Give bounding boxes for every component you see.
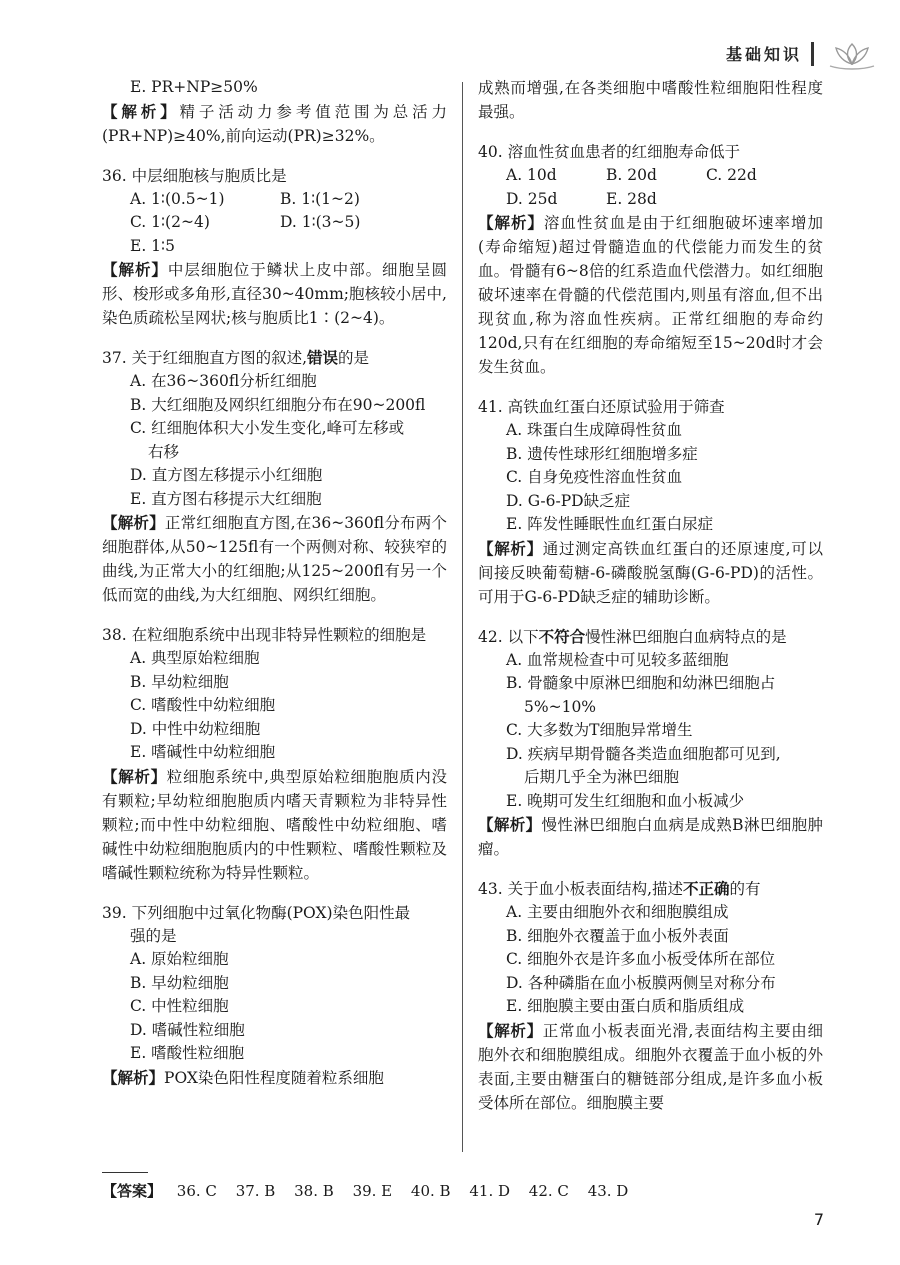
q42-title-post: 慢性淋巴细胞白血病特点的是 [585, 627, 787, 646]
q37-option-a: A. 在36~360fl分析红细胞 [130, 372, 317, 390]
answer-key-label: 【答案】 [102, 1182, 163, 1200]
q37-option-d: D. 直方图左移提示小红细胞 [130, 466, 323, 484]
explanation-tag: 【解析】 [478, 539, 543, 558]
question-42 [478, 626, 823, 862]
answer-key [102, 1180, 642, 1202]
q37-option-c-cont: 右移 [148, 442, 180, 461]
answer-rule [102, 1172, 148, 1173]
q36-option-c: C. 1∶(2~4) [130, 213, 210, 231]
q39-explanation-continued: 成熟而增强,在各类细胞中嗜酸性粒细胞阳性程度最强。 [478, 79, 823, 121]
q41-explanation [478, 537, 823, 609]
q40-option-d: D. 25d [506, 189, 558, 208]
q42-title [478, 626, 823, 649]
right-column [478, 76, 823, 1115]
explanation-tag: 【解析】 [478, 214, 544, 232]
q39-option-b: B. 早幼粒细胞 [130, 973, 229, 992]
q37-title [102, 347, 447, 370]
q38-option-c: C. 嗜酸性中幼粒细胞 [130, 696, 276, 714]
q37-title-pre: 37. 关于红细胞直方图的叙述, [102, 349, 308, 367]
q37-explanation-text: 正常红细胞直方图,在36~360fl分布两个细胞群体,从50~125fl有一个两侧对称、较狭窄的曲线,为正常大小的红细胞;从125~200fl有另一个低而宽的曲线,为大红细胞、网织红细胞。 [102, 514, 447, 604]
q39-explanation [102, 1066, 447, 1090]
column-divider [462, 82, 463, 1152]
q36-option-d: D. 1∶(3~5) [280, 213, 361, 231]
answer-39: 39. E [352, 1182, 393, 1200]
question-36 [102, 165, 447, 331]
q39-option-d: D. 嗜碱性粒细胞 [130, 1020, 245, 1039]
q42-option-b-cont: 5%~10% [524, 697, 597, 716]
q41-option-a: A. 珠蛋白生成障碍性贫血 [506, 421, 683, 439]
q39-option-a: A. 原始粒细胞 [130, 950, 229, 968]
q40-option-e: E. 28d [606, 189, 657, 208]
q43-title-pre: 43. 关于血小板表面结构,描述 [478, 880, 684, 898]
left-column [102, 76, 447, 1090]
q35-option-e: E. PR+NP≥50% [130, 78, 258, 96]
q35-explanation-text: 精子活动力参考值范围为总活力(PR+NP)≥40%,前向运动(PR)≥32%。 [102, 102, 447, 145]
explanation-tag: 【解析】 [102, 261, 168, 279]
q39-explanation-text: POX染色阳性程度随着粒系细胞 [164, 1068, 384, 1087]
q37-title-emphasis: 错误 [307, 349, 339, 367]
q43-explanation-text: 正常血小板表面光滑,表面结构主要由细胞外衣和细胞膜组成。细胞外衣覆盖于血小板的外表面,主要由糖蛋白的糖链部分组成,是许多血小板受体所在部位。细胞膜主要 [478, 1021, 823, 1112]
q39-title-cont: 强的是 [130, 926, 177, 945]
q38-explanation [102, 765, 447, 885]
question-41 [478, 396, 823, 609]
q40-title: 40. 溶血性贫血患者的红细胞寿命低于 [478, 143, 741, 161]
q39-title: 39. 下列细胞中过氧化物酶(POX)染色阳性最 [102, 903, 411, 922]
q42-option-c: C. 大多数为T细胞异常增生 [506, 721, 693, 739]
q39-option-e: E. 嗜酸性粒细胞 [130, 1044, 245, 1062]
q42-title-pre: 42. 以下 [478, 627, 539, 646]
q38-option-e: E. 嗜碱性中幼粒细胞 [130, 743, 276, 761]
q42-option-a: A. 血常规检查中可见较多蓝细胞 [506, 650, 729, 669]
q43-title [478, 878, 823, 901]
q37-option-c: C. 红细胞体积大小发生变化,峰可左移或 [130, 419, 405, 437]
q40-explanation [478, 211, 823, 379]
question-37 [102, 347, 447, 607]
q38-title: 38. 在粒细胞系统中出现非特异性颗粒的细胞是 [102, 626, 427, 644]
q41-option-c: C. 自身免疫性溶血性贫血 [506, 468, 683, 486]
question-43 [478, 878, 823, 1115]
explanation-tag: 【解析】 [102, 767, 167, 786]
lotus-logo-icon [822, 40, 882, 72]
explanation-tag: 【解析】 [102, 514, 165, 532]
q36-explanation-text: 中层细胞位于鳞状上皮中部。细胞呈圆形、梭形或多角形,直径30~40mm;胞核较小居中,染色质疏松呈网状;核与胞质比1∶(2~4)。 [102, 261, 447, 327]
q43-option-e: E. 细胞膜主要由蛋白质和脂质组成 [506, 997, 745, 1015]
question-40 [478, 141, 823, 379]
q38-option-b: B. 早幼粒细胞 [130, 672, 229, 691]
answer-41: 41. D [469, 1182, 511, 1200]
q41-option-b: B. 遗传性球形红细胞增多症 [506, 444, 698, 463]
q36-option-a: A. 1∶(0.5~1) [130, 189, 225, 208]
q42-option-b: B. 骨髓象中原淋巴细胞和幼淋巴细胞占 [506, 674, 776, 692]
q42-option-d-cont: 后期几乎全为淋巴细胞 [524, 768, 680, 786]
q43-title-post: 的有 [729, 880, 761, 898]
q43-option-a: A. 主要由细胞外衣和细胞膜组成 [506, 903, 729, 921]
explanation-tag: 【解析】 [478, 816, 542, 834]
q38-option-d: D. 中性中幼粒细胞 [130, 719, 261, 738]
page-number: 7 [813, 1210, 824, 1229]
q37-option-b: B. 大红细胞及网织红细胞分布在90~200fl [130, 395, 426, 414]
header-title: 基础知识 [725, 45, 802, 64]
q43-title-emphasis: 不正确 [683, 880, 730, 898]
q43-option-b: B. 细胞外衣覆盖于血小板外表面 [506, 926, 729, 945]
q41-option-e: E. 阵发性睡眠性血红蛋白尿症 [506, 515, 714, 533]
q35-explanation [102, 100, 447, 148]
q36-option-b: B. 1∶(1~2) [280, 189, 360, 208]
q40-option-b: B. 20d [606, 166, 657, 184]
answer-38: 38. B [294, 1182, 334, 1200]
answer-36: 36. C [176, 1182, 217, 1200]
answer-37: 37. B [235, 1182, 276, 1200]
answer-42: 42. C [528, 1182, 569, 1200]
q40-option-c: C. 22d [706, 166, 757, 184]
question-38 [102, 624, 447, 885]
q42-option-e: E. 晚期可发生红细胞和血小板减少 [506, 791, 745, 810]
q37-title-post: 的是 [338, 349, 370, 367]
q39-option-c: C. 中性粒细胞 [130, 997, 229, 1015]
q37-explanation [102, 511, 447, 607]
q36-explanation [102, 258, 447, 330]
q41-explanation-text: 通过测定高铁血红蛋白的还原速度,可以间接反映葡萄糖-6-磷酸脱氢酶(G-6-PD)的活性。可用于G-6-PD缺乏症的辅助诊断。 [478, 539, 823, 606]
explanation-tag: 【解析】 [102, 102, 180, 121]
q43-option-c: C. 细胞外衣是许多血小板受体所在部位 [506, 950, 776, 968]
explanation-tag: 【解析】 [478, 1021, 543, 1040]
q40-option-a: A. 10d [506, 166, 557, 184]
q38-option-a: A. 典型原始粒细胞 [130, 649, 260, 667]
q36-option-e: E. 1∶5 [130, 236, 175, 255]
answer-40: 40. B [410, 1182, 451, 1200]
q40-explanation-text: 溶血性贫血是由于红细胞破坏速率增加(寿命缩短)超过骨髓造血的代偿能力而发生的贫血。骨髓有6~8倍的红系造血代偿潜力。如红细胞破坏速率在骨髓的代偿范围内,则虽有溶血,但不出现贫血,称为溶血性疾病。正常红细胞的寿命约120d,只有在红细胞的寿命缩短至15~20d时才会发生贫血。 [478, 214, 823, 376]
page-header [0, 40, 900, 76]
q41-option-d: D. G-6-PD缺乏症 [506, 491, 631, 510]
q42-title-emphasis: 不符合 [538, 627, 586, 646]
explanation-tag: 【解析】 [102, 1068, 165, 1087]
q41-title: 41. 高铁血红蛋白还原试验用于筛查 [478, 398, 725, 416]
question-39 [102, 902, 447, 1090]
q42-explanation [478, 813, 823, 861]
q43-option-d: D. 各种磷脂在血小板膜两侧呈对称分布 [506, 973, 776, 992]
header-divider [811, 42, 814, 66]
answer-43: 43. D [587, 1182, 629, 1200]
q43-explanation [478, 1019, 823, 1115]
q42-option-d: D. 疾病早期骨髓各类造血细胞都可见到, [506, 744, 781, 763]
q38-explanation-text: 粒细胞系统中,典型原始粒细胞胞质内没有颗粒;早幼粒细胞胞质内嗜天青颗粒为非特异性颗粒;而中性中幼粒细胞、嗜酸性中幼粒细胞、嗜碱性中幼粒细胞胞质内的中性颗粒、嗜酸性颗粒及嗜碱性颗粒统称为特异性颗粒。 [102, 767, 447, 882]
q42-explanation-text: 慢性淋巴细胞白血病是成熟B淋巴细胞肿瘤。 [478, 816, 823, 858]
q37-option-e: E. 直方图右移提示大红细胞 [130, 489, 322, 508]
q36-title: 36. 中层细胞核与胞质比是 [102, 166, 287, 185]
